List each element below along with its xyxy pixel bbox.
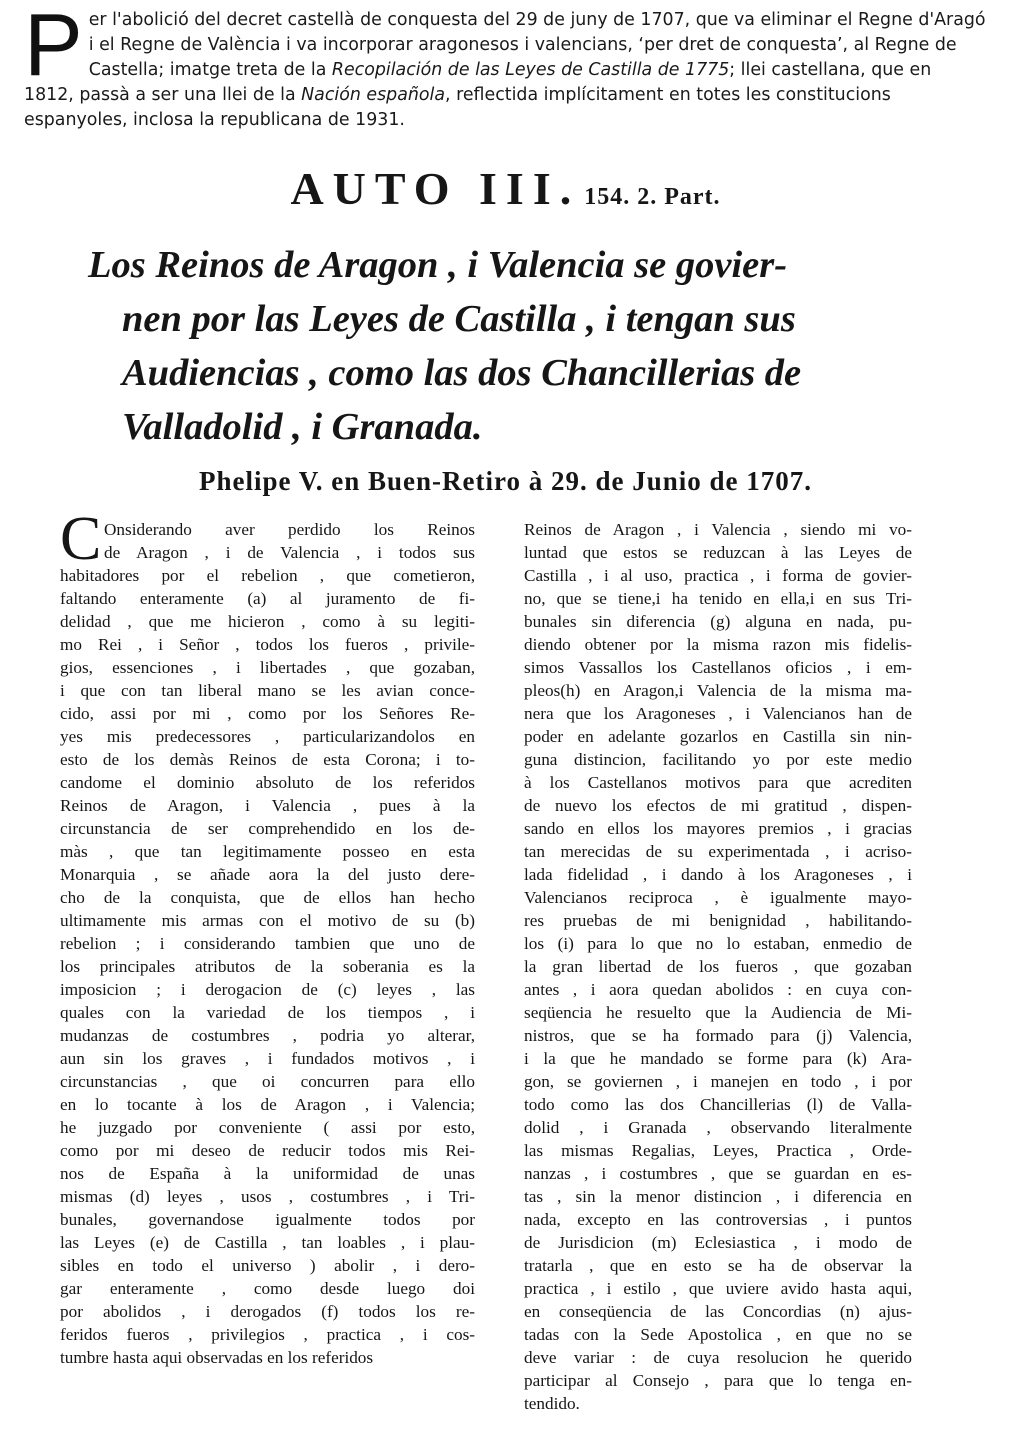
text-line: diendo obtener por la misma razon mis fidelis- (524, 635, 912, 654)
caption-text-2: ; llei castellana, que en 1812, passà a ser una llei de la (24, 60, 932, 105)
text-line: nanzas , i costumbres , que se guardan en es- (524, 1164, 912, 1183)
text-line: la gran libertad de los fueros , que gozaban (524, 957, 912, 976)
text-line: Valencianos reciproca , è igualmente mayo- (524, 888, 912, 907)
text-line: como por mi deseo de reducir todos mis Rei- (60, 1141, 475, 1160)
text-line: participar al Consejo , para que lo tenga en- (524, 1371, 912, 1390)
text-line: nada, excepto en las controversias , i puntos (524, 1210, 912, 1229)
text-line: nistros, que se ha formado para (j) Valencia, (524, 1026, 912, 1045)
text-line: poder en adelante gozarlos en Castilla sin nin- (524, 727, 912, 746)
text-line: bunales sin diferencia (g) alguna en nada, pu- (524, 612, 912, 631)
text-line: mo Rei , i Señor , todos los fueros , privile- (60, 635, 475, 654)
text-line: he juzgado por conveniente ( assi por esto, (60, 1118, 475, 1137)
text-line: gios, essenciones , i libertades , que gozaban, (60, 658, 475, 677)
heading-line: Los Reinos de Aragon , i Valencia se govier- (88, 244, 788, 286)
heading-line: Audiencias , como las dos Chancillerias de (122, 352, 802, 394)
text-line: antes , i aora quedan abolidos : en cuya con- (524, 980, 912, 999)
text-line: gon, se goviernen , i manejen en todo , i por (524, 1072, 912, 1091)
text-line: mudanzas de costumbres , podria yo alterar, (60, 1026, 475, 1045)
text-line: cido, assi por mi , como por los Señores Re- (60, 704, 475, 723)
text-line: en conseqüencia de las Concordias (n) ajus- (524, 1302, 912, 1321)
text-line: de Jurisdicion (m) Eclesiastica , i modo de (524, 1233, 912, 1252)
document-header (0, 162, 1011, 215)
right-text-column (524, 518, 912, 1415)
auto-reference: 154. 2. Part. (584, 184, 721, 210)
text-line: aun sin los graves , i fundados motivos , i (60, 1049, 475, 1068)
text-line: gar enteramente , como desde luego doi (60, 1279, 475, 1298)
text-line: de Aragon , i de Valencia , i todos sus (104, 543, 475, 562)
text-line: bunales, governandose igualmente todos por (60, 1210, 475, 1229)
text-line: luntad que estos se reduzcan à las Leyes de (524, 543, 912, 562)
text-line: los (i) para lo que no lo estaban, enmedio de (524, 934, 912, 953)
text-line: nos de España à la uniformidad de unas (60, 1164, 475, 1183)
text-line: delidad , que me hicieron , como à su legiti- (60, 612, 475, 631)
text-line: en lo tocante à los de Aragon , i Valencia; (60, 1095, 475, 1114)
text-line: de nuevo los efectos de mi gratitud , dispen- (524, 796, 912, 815)
left-text-column (60, 518, 475, 1369)
text-line: circunstancia de ser comprehendido en los de- (60, 819, 475, 838)
text-line: por abolidos , i derogados (f) todos los re- (60, 1302, 475, 1321)
text-line: res pruebas de mi benignidad , habilitando- (524, 911, 912, 930)
text-line: seqüencia he resuelto que la Audiencia de Mi- (524, 1003, 912, 1022)
text-line: simos Vassallos los Castellanos oficios , i em- (524, 658, 912, 677)
heading-line: Valladolid , i Granada. (122, 406, 483, 448)
text-line: las Leyes (e) de Castilla , tan loables , i plau- (60, 1233, 475, 1252)
text-line: los principales atributos de la soberania es la (60, 957, 475, 976)
text-line: tumbre hasta aqui observadas en los referidos (60, 1348, 374, 1367)
caption-text-3: , reflectida implícitament en totes les constitucions espanyoles, inclosa la republicana de 1931. (24, 85, 891, 130)
text-line: à los Castellanos motivos para que acrediten (524, 773, 912, 792)
text-line: lada fidelidad , i dando à los Aragoneses , i (524, 865, 912, 884)
text-line: yes mis predecessores , particularizandolos en (60, 727, 475, 746)
text-line: tadas con la Sede Apostolica , en que no se (524, 1325, 912, 1344)
text-line: dolid , i Granada , observando literalmente (524, 1118, 912, 1137)
text-line: pleos(h) en Aragon,i Valencia de la misma ma- (524, 681, 912, 700)
text-line: tan merecidas de su experimentada , i acriso- (524, 842, 912, 861)
decree-attribution: Phelipe V. en Buen-Retiro à 29. de Junio de 1707. (198, 466, 813, 496)
initial-capital: C (60, 505, 102, 573)
text-line: candome el dominio absoluto de los referidos (60, 773, 475, 792)
text-line: practica , i estilo , que uviere avido hasta aqui, (524, 1279, 912, 1298)
text-line: Reinos de Aragon , i Valencia , siendo mi vo- (524, 520, 912, 539)
text-line: Onsiderando aver perdido los Reinos (104, 520, 475, 539)
text-line: cho de la conquista, que de ellos han hecho (60, 888, 475, 907)
text-line: Castilla , i al uso, practica , i forma de govier- (524, 566, 912, 585)
text-line: tendido. (524, 1394, 580, 1413)
text-line: faltando enteramente (a) al juramento de fi- (60, 589, 475, 608)
text-line: tratarla , que en esto se ha de observar la (524, 1256, 912, 1275)
text-line: feridos fueros , privilegios , practica , i cos- (60, 1325, 475, 1344)
text-line: Monarquia , se añade aora la del justo dere- (60, 865, 475, 884)
document-heading (88, 238, 923, 454)
image-caption (24, 0, 986, 133)
text-line: habitadores por el rebelion , que cometieron, (60, 566, 475, 585)
text-line: Reinos de Aragon, i Valencia , pues à la (60, 796, 475, 815)
text-line: esto de los demàs Reinos de esta Corona; i to- (60, 750, 475, 769)
text-line: las mismas Regalias, Leyes, Practica , Orde- (524, 1141, 912, 1160)
text-line: quales con la variedad de los tiempos , i (60, 1003, 475, 1022)
text-line: mismas (d) leyes , usos , costumbres , i Tri- (60, 1187, 475, 1206)
text-line: rebelion ; i considerando tambien que uno de (60, 934, 475, 953)
text-line: màs , que tan legitimamente posseo en esta (60, 842, 475, 861)
caption-drop-cap: P (24, 0, 83, 94)
text-line: nera que los Aragoneses , i Valencianos han de (524, 704, 912, 723)
text-line: sibles en todo el universo ) abolir , i dero- (60, 1256, 475, 1275)
text-line: guna distincion, facilitando yo por este medio (524, 750, 912, 769)
text-line: deve variar : de cuya resolucion he querido (524, 1348, 912, 1367)
text-line: imposicion ; i derogacion de (c) leyes , las (60, 980, 475, 999)
caption-text-1: er l'abolició del decret castellà de conquesta del 29 de juny de 1707, que va eliminar el Regne d'Aragó i el Regne de València i va incorporar aragonesos i valencians, ‘per dret de conquesta’, al Regne de Castella; imatge treta de la (88, 10, 986, 80)
text-line: i la que he mandado se forme para (k) Ara- (524, 1049, 912, 1068)
text-line: todo como las dos Chancillerias (l) de Valla- (524, 1095, 912, 1114)
text-line: ultimamente mis armas con el motivo de su (b) (60, 911, 475, 930)
text-line: no, que se tiene,i ha tenido en ella,i en sus Tri- (524, 589, 912, 608)
caption-source-title: Recopilación de las Leyes de Castilla de 1775 (331, 60, 730, 80)
text-line: tas , sin la menor distincion , i diferencia en (524, 1187, 912, 1206)
text-line: sando en ellos los mayores premios , i gracias (524, 819, 912, 838)
text-line: circunstancias , que oi concurren para ello (60, 1072, 475, 1091)
auto-title: AUTO III. (290, 163, 581, 214)
text-line: i que con tan liberal mano se les avian conce- (60, 681, 475, 700)
heading-line: nen por las Leyes de Castilla , i tengan sus (122, 298, 796, 340)
caption-nation-term: Nación española (301, 85, 446, 105)
